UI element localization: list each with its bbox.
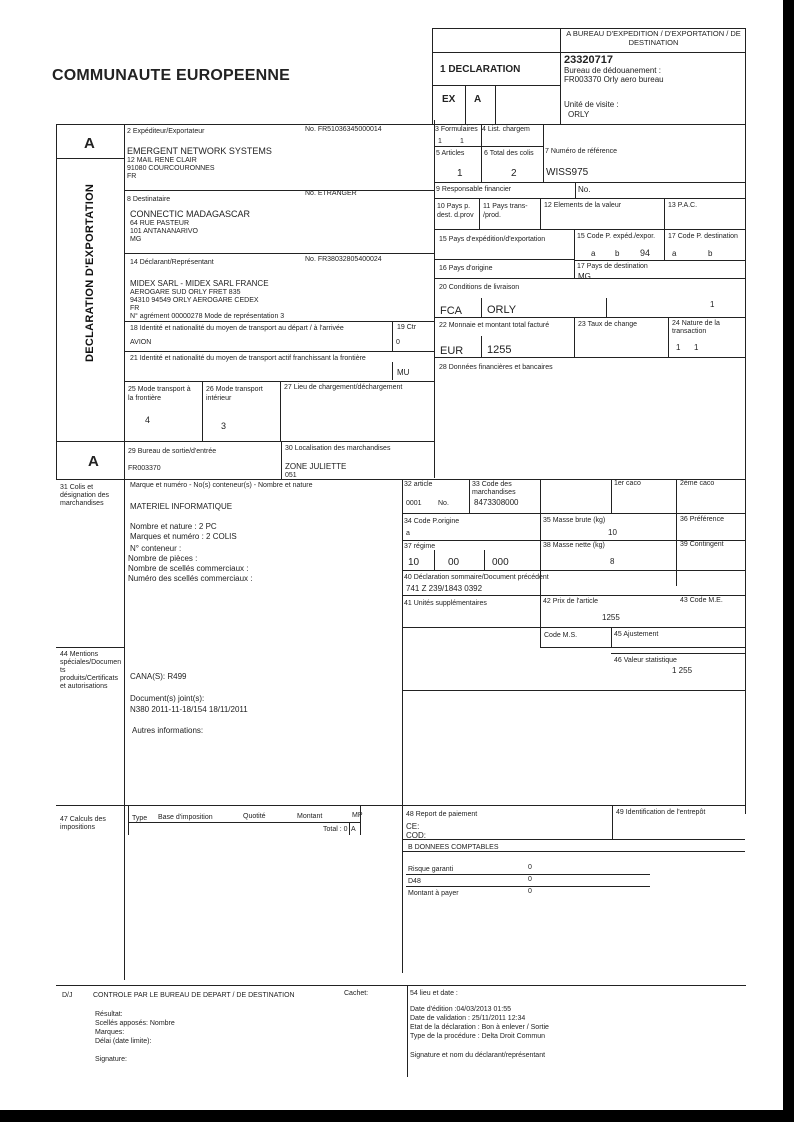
scan-edge-bottom bbox=[0, 1110, 794, 1122]
marks-label: Marques: bbox=[95, 1029, 125, 1036]
code-ms-label: Code M.S. bbox=[544, 632, 578, 639]
declaration-ex: EX bbox=[442, 94, 456, 105]
box18-label: 18 Identité et nationalité du moyen de transport au départ / à l'arrivée bbox=[130, 325, 344, 332]
community-title: COMMUNAUTE EUROPEENNE bbox=[52, 67, 290, 84]
validation-date: Date de validation : 25/11/2011 12:34 bbox=[410, 1015, 526, 1022]
border-transport-mode: 4 bbox=[145, 415, 151, 425]
result-label: Résultat: bbox=[95, 1011, 123, 1018]
box45-label: 45 Ajustement bbox=[614, 631, 659, 638]
declarant-line1: MIDEX SARL - MIDEX SARL FRANCE bbox=[130, 279, 269, 288]
signature-label: Signature: bbox=[95, 1056, 127, 1063]
guaranteed-risk-label: Risque garanti bbox=[408, 866, 454, 873]
box9-no: No. bbox=[578, 185, 591, 194]
goods-detail-5: Nombre de scellés commerciaux : bbox=[128, 564, 249, 573]
declaration-number: 23320717 bbox=[564, 54, 613, 66]
cana-value: CANA(S): R499 bbox=[130, 672, 187, 681]
box8-label: 8 Destinataire bbox=[127, 196, 171, 203]
box11-label-a: 11 Pays trans- bbox=[483, 203, 528, 210]
scan-edge-right bbox=[783, 0, 794, 1122]
consignee-addr1: 64 RUE PASTEUR bbox=[130, 220, 189, 227]
box33-label-b: marchandises bbox=[472, 489, 516, 496]
goods-location-2: 051 bbox=[285, 472, 297, 479]
box2-label: 2 Expéditeur/Exportateur bbox=[127, 128, 205, 135]
box3-value2: 1 bbox=[460, 138, 464, 145]
transport-departure: AVION bbox=[130, 339, 152, 346]
goods-location-1: ZONE JULIETTE bbox=[285, 462, 347, 471]
box43-label: 43 Code M.E. bbox=[680, 597, 723, 604]
goods-detail-2: Marques et numéro : 2 COLIS bbox=[130, 532, 237, 541]
box37-label: 37 régime bbox=[404, 543, 436, 550]
box44-label-2: spéciales/Documen bbox=[60, 659, 122, 666]
box10-label-b: dest. d.prov bbox=[437, 212, 474, 219]
article-number: 0001 bbox=[406, 500, 422, 507]
caco1-label: 1er caco bbox=[614, 480, 641, 487]
box8-no: No. ETRANGER bbox=[305, 190, 357, 197]
consignee-addr2: 101 ANTANANARIVO bbox=[130, 228, 198, 235]
edition-date: Date d'édition :04/03/2013 01:55 bbox=[410, 1006, 511, 1013]
box41-label: 41 Unités supplémentaires bbox=[404, 600, 487, 607]
goods-detail-3: N° conteneur : bbox=[130, 544, 182, 553]
box33-label-a: 33 Code des bbox=[472, 481, 512, 488]
box30-label: 30 Localisation des marchandises bbox=[285, 445, 391, 452]
box54-label: 54 lieu et date : bbox=[410, 990, 458, 997]
box15-code-a: a bbox=[591, 249, 596, 258]
box15-code-value: 94 bbox=[640, 248, 651, 258]
box24-label-b: transaction bbox=[672, 328, 707, 335]
accounting-data-label: B DONNEES COMPTABLES bbox=[408, 844, 499, 851]
statistical-value: 1 255 bbox=[672, 666, 693, 675]
dj-label: D/J bbox=[62, 992, 73, 999]
transaction-nature-2: 1 bbox=[694, 343, 699, 352]
box42-label: 42 Prix de l'article bbox=[543, 598, 599, 605]
box46-label: 46 Valeur statistique bbox=[614, 657, 677, 664]
exit-office-value: FR003370 bbox=[128, 465, 161, 472]
box47-label-1: 47 Calculs des bbox=[60, 816, 106, 823]
incoterm-value: FCA bbox=[440, 305, 462, 317]
box31-label-3: marchandises bbox=[60, 500, 104, 507]
declarant-line3: 94310 94549 ORLY AEROGARE CEDEX bbox=[130, 297, 259, 304]
exporter-name: EMERGENT NETWORK SYSTEMS bbox=[127, 146, 272, 156]
declaration-a: A bbox=[474, 94, 482, 105]
box10-label-a: 10 Pays p. bbox=[437, 203, 471, 210]
d48-value: 0 bbox=[528, 876, 532, 883]
box15-code-label: 15 Code P. expéd./expor. bbox=[577, 233, 656, 240]
joined-documents-value: N380 2011-11-18/154 18/11/2011 bbox=[130, 705, 248, 714]
seals-label: Scellés apposés: Nombre bbox=[95, 1020, 175, 1027]
box13-label: 13 P.A.C. bbox=[668, 202, 698, 209]
box44-label-5: et autorisations bbox=[60, 683, 108, 690]
regime-value-1: 10 bbox=[408, 557, 420, 568]
cachet-label: Cachet: bbox=[344, 990, 369, 997]
box6-label: 6 Total des colis bbox=[484, 150, 534, 157]
goods-detail-4: Nombre de pièces : bbox=[128, 554, 198, 563]
box32-label: 32 article bbox=[404, 481, 433, 488]
procedure-type: Type de la procédure : Delta Droit Commun bbox=[410, 1033, 546, 1040]
consignee-name: CONNECTIC MADAGASCAR bbox=[130, 209, 251, 219]
exporter-country: FR bbox=[127, 173, 137, 180]
box20-extra: 1 bbox=[710, 300, 715, 309]
caco2-label: 2ème caco bbox=[680, 480, 715, 487]
vertical-declaration-title: DECLARATION D'EXPORTATION bbox=[84, 183, 96, 362]
incoterm-place: ORLY bbox=[487, 304, 517, 316]
guaranteed-risk-value: 0 bbox=[528, 864, 532, 871]
box19-label: 19 Ctr bbox=[397, 324, 417, 331]
box3-label: 3 Formulaires bbox=[435, 126, 478, 133]
box21-label: 21 Identité et nationalité du moyen de transport actif franchissant la frontière bbox=[130, 355, 366, 362]
control-label: CONTROLE PAR LE BUREAU DE DEPART / DE DESTINATION bbox=[93, 992, 295, 999]
box44-label-1: 44 Mentions bbox=[60, 651, 99, 658]
other-info-label: Autres informations: bbox=[132, 726, 204, 735]
box27-label: 27 Lieu de chargement/déchargement bbox=[284, 384, 403, 391]
active-transport-nationality: MU bbox=[397, 368, 410, 377]
articles-value: 1 bbox=[457, 168, 463, 179]
box5-label: 5 Articles bbox=[436, 150, 465, 157]
box34-label: 34 Code P.origine bbox=[404, 518, 460, 525]
d48-label: D48 bbox=[408, 878, 421, 885]
box49-label: 49 Identification de l'entrepôt bbox=[616, 809, 706, 816]
box35-label: 35 Masse brute (kg) bbox=[543, 517, 606, 524]
box44-label-3: ts bbox=[60, 667, 66, 674]
box12-label: 12 Elements de la valeur bbox=[544, 202, 622, 209]
box28-label: 28 Données financières et bancaires bbox=[439, 364, 553, 371]
container-flag: 0 bbox=[396, 339, 400, 346]
box48-label: 48 Report de paiement bbox=[406, 811, 478, 818]
tax-amount-header: Montant bbox=[297, 813, 323, 820]
side-letter-a-bottom: A bbox=[88, 453, 99, 470]
box31-label-1: 31 Colis et bbox=[60, 484, 94, 491]
deadline-label: Délai (date limite): bbox=[95, 1038, 152, 1045]
box24-label-a: 24 Nature de la bbox=[672, 320, 720, 327]
consignee-country: MG bbox=[130, 236, 142, 243]
box23-label: 23 Taux de change bbox=[578, 321, 638, 328]
box20-label: 20 Conditions de livraison bbox=[439, 284, 520, 291]
box17-code-b: b bbox=[708, 249, 713, 258]
colis-value: 2 bbox=[511, 168, 517, 179]
tax-total: Total : 0 bbox=[323, 826, 348, 833]
declaration-label: 1 DECLARATION bbox=[440, 64, 521, 75]
net-mass: 8 bbox=[610, 557, 615, 566]
box4-label: 4 List. chargem bbox=[482, 126, 530, 133]
unite-visite-label: Unité de visite : bbox=[564, 100, 619, 109]
unite-visite-value: ORLY bbox=[568, 110, 590, 119]
declarant-line2: AEROGARE SUD ORLY FRET 835 bbox=[130, 289, 241, 296]
amount-due-value: 0 bbox=[528, 888, 532, 895]
box25-label-a: 25 Mode transport à bbox=[128, 386, 191, 393]
invoice-amount: 1255 bbox=[487, 344, 512, 356]
commodity-code: 8473308000 bbox=[474, 498, 519, 507]
reference-value: WISS975 bbox=[546, 167, 589, 178]
declaration-state: Etat de la déclaration : Bon à enlever / Sortie bbox=[410, 1024, 549, 1031]
bureau-dedouanement-value: FR003370 Orly aero bureau bbox=[564, 75, 664, 84]
box15-code-b: b bbox=[615, 249, 620, 258]
box31-header: Marque et numéro - No(s) conteneur(s) - Nombre et nature bbox=[130, 482, 313, 489]
box17-value: MG bbox=[578, 272, 591, 281]
box16-label: 16 Pays d'origine bbox=[439, 265, 493, 272]
box17-code-label: 17 Code P. destination bbox=[668, 233, 738, 240]
goods-detail-6: Numéro des scellés commerciaux : bbox=[128, 574, 253, 583]
box26-label-a: 26 Mode transport bbox=[206, 386, 263, 393]
box14-no: No. FR38032805400024 bbox=[305, 256, 382, 263]
box3-value1: 1 bbox=[438, 138, 442, 145]
item-price: 1255 bbox=[602, 613, 620, 622]
box15-label: 15 Pays d'expédition/d'exportation bbox=[439, 236, 546, 243]
exporter-addr1: 12 MAIL RENE CLAIR bbox=[127, 157, 197, 164]
transaction-nature-1: 1 bbox=[676, 343, 681, 352]
box11-label-b: /prod. bbox=[483, 212, 501, 219]
box14-label: 14 Déclarant/Représentant bbox=[130, 259, 214, 266]
ce-label: CE: bbox=[406, 822, 420, 831]
bureau-dedouanement-label: Bureau de dédouanement : bbox=[564, 66, 661, 75]
box2-no: No. FR51036345000014 bbox=[305, 126, 382, 133]
box17-label: 17 Pays de destination bbox=[577, 263, 648, 270]
box36-label: 36 Préférence bbox=[680, 516, 724, 523]
amount-due-label: Montant à payer bbox=[408, 890, 459, 897]
tax-total-a: A bbox=[351, 826, 356, 833]
box9-label: 9 Responsable financier bbox=[436, 186, 512, 193]
box25-label-b: la frontière bbox=[128, 395, 162, 402]
box7-label: 7 Numéro de référence bbox=[545, 148, 617, 155]
declarant-signature-label: Signature et nom du déclarant/représentant bbox=[410, 1052, 546, 1059]
tax-mp-header: MP bbox=[352, 812, 363, 819]
exporter-addr2: 91080 COURCOURONNES bbox=[127, 165, 215, 172]
tax-rate-header: Quotité bbox=[243, 813, 266, 820]
article-no-label: No. bbox=[438, 500, 449, 507]
tax-type-header: Type bbox=[132, 815, 148, 822]
box44-label-4: produits/Certificats bbox=[60, 675, 118, 682]
declarant-line4: FR bbox=[130, 305, 140, 312]
bureau-label: A BUREAU D'EXPEDITION / D'EXPORTATION / DE DESTINATION bbox=[566, 29, 741, 47]
box17-code-a: a bbox=[672, 249, 677, 258]
inland-transport-mode: 3 bbox=[221, 421, 227, 431]
joined-documents-label: Document(s) joint(s): bbox=[130, 694, 205, 703]
gross-mass: 10 bbox=[608, 528, 617, 537]
previous-document: 741 Z 239/1843 0392 bbox=[406, 584, 483, 593]
box39-label: 39 Contingent bbox=[680, 541, 724, 548]
box29-label: 29 Bureau de sortie/d'entrée bbox=[128, 448, 217, 455]
regime-value-2: 00 bbox=[448, 557, 460, 568]
cod-label: COD: bbox=[406, 831, 426, 840]
currency-value: EUR bbox=[440, 345, 464, 357]
goods-description: MATERIEL INFORMATIQUE bbox=[130, 502, 233, 511]
box34-code-a: a bbox=[406, 530, 410, 537]
tax-base-header: Base d'imposition bbox=[158, 814, 213, 821]
box26-label-b: intérieur bbox=[206, 395, 232, 402]
box47-label-2: impositions bbox=[60, 824, 96, 831]
regime-value-3: 000 bbox=[492, 557, 509, 568]
box40-label: 40 Déclaration sommaire/Document précédent bbox=[404, 574, 549, 581]
goods-detail-1: Nombre et nature : 2 PC bbox=[130, 522, 217, 531]
side-letter-a-top: A bbox=[84, 135, 95, 152]
box22-label: 22 Monnaie et montant total facturé bbox=[439, 322, 550, 329]
box38-label: 38 Masse nette (kg) bbox=[543, 542, 605, 549]
box31-label-2: désignation des bbox=[60, 492, 110, 499]
declarant-line5: N° agrément 00000278 Mode de représentation 3 bbox=[130, 313, 285, 320]
